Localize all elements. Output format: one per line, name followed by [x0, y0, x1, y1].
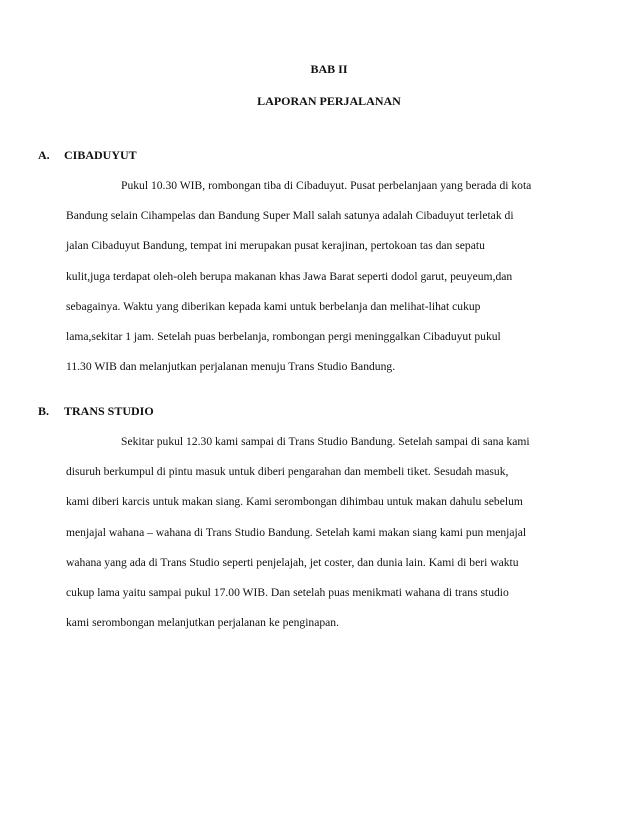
section-paragraph-cibaduyut: [66, 179, 566, 390]
paragraph-line: Pukul 10.30 WIB, rombongan tiba di Cibaduyut. Pusat perbelanjaan yang berada di kota: [121, 179, 532, 192]
paragraph-line: kulit,juga terdapat oleh-oleh berupa makanan khas Jawa Barat seperti dodol garut, peuyeum,dan: [66, 269, 513, 283]
section-paragraph-trans-studio: [66, 435, 566, 646]
chapter-number: BAB II: [310, 62, 348, 76]
paragraph-line: wahana yang ada di Trans Studio seperti penjelajah, jet coster, dan dunia lain. Kami di beri waktu: [66, 555, 519, 569]
section-title: CIBADUYUT: [64, 148, 137, 162]
paragraph-line: Sekitar pukul 12.30 kami sampai di Trans Studio Bandung. Setelah sampai di sana kami: [121, 435, 530, 448]
section-title: TRANS STUDIO: [64, 404, 154, 418]
section-heading-cibaduyut: [38, 148, 137, 163]
section-letter: A.: [38, 148, 50, 162]
paragraph-line: cukup lama yaitu sampai pukul 17.00 WIB. Dan setelah puas menikmati wahana di trans studio: [66, 585, 509, 599]
section-letter: B.: [38, 404, 50, 418]
paragraph-line: Bandung selain Cihampelas dan Bandung Super Mall salah satunya adalah Cibaduyut terletak di: [66, 209, 514, 223]
section-heading-trans-studio: [38, 404, 154, 419]
paragraph-line: lama,sekitar 1 jam. Setelah puas berbelanja, rombongan pergi meninggalkan Cibaduyut pukul: [66, 329, 501, 343]
paragraph-line: 11.30 WIB dan melanjutkan perjalanan menuju Trans Studio Bandung.: [66, 360, 396, 374]
paragraph-line: kami serombongan melanjutkan perjalanan ke penginapan.: [66, 616, 340, 630]
paragraph-line: sebagainya. Waktu yang diberikan kepada kami untuk berbelanja dan melihat-lihat cukup: [66, 299, 481, 313]
chapter-title: LAPORAN PERJALANAN: [257, 94, 401, 108]
paragraph-line: disuruh berkumpul di pintu masuk untuk diberi pengarahan dan membeli tiket. Sesudah masuk,: [66, 465, 509, 479]
paragraph-line: kami diberi karcis untuk makan siang. Kami serombongan dihimbau untuk makan dahulu sebelum: [66, 495, 523, 509]
paragraph-line: jalan Cibaduyut Bandung, tempat ini merupakan pusat kerajinan, pertokoan tas dan sepatu: [66, 239, 485, 253]
paragraph-line: menjajal wahana – wahana di Trans Studio Bandung. Setelah kami makan siang kami pun menjajal: [66, 525, 527, 539]
